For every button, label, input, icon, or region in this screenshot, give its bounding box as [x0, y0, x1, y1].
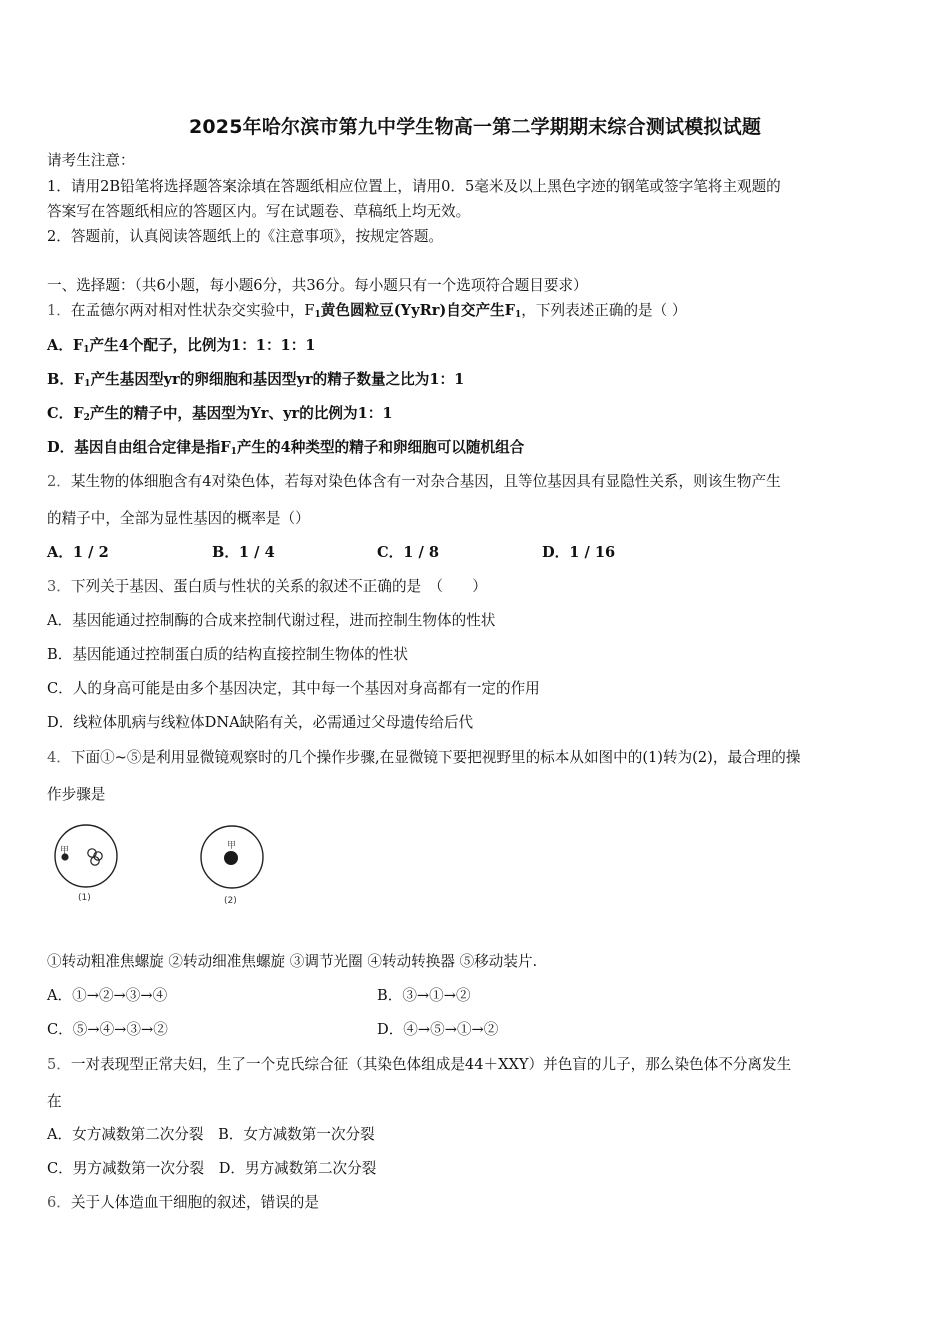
option-c-text: 产生的精子中，基因型为Yr、yr的比例为1：1 [89, 405, 393, 422]
question-4-option-b: B．③→①→② [377, 987, 471, 1004]
question-5-options-ab: A．女方减数第二次分裂 B．女方减数第一次分裂 [47, 1126, 375, 1143]
specimen-dot-2 [224, 851, 238, 865]
question-1-text-b: 黄色圆粒豆(YyRr)自交产生F [320, 302, 516, 319]
question-5-text-1: 一对表现型正常夫妇，生了一个克氏综合征（其染色体组成是44＋XXY）并色盲的儿子，那么染色体不分离发生 [70, 1056, 792, 1073]
question-4-text-1: 下面①~⑤是利用显微镜观察时的几个操作步骤,在显微镜下要把视野里的标本从如图中的(1)转为(2)，最合理的操 [70, 749, 801, 766]
question-2-stem-line-2: 的精子中，全部为显性基因的概率是（） [47, 510, 310, 527]
question-2-text-1: 某生物的体细胞含有4对染色体，若每对染色体含有一对杂合基因，且等位基因具有显隐性关系，则该生物产生 [70, 473, 781, 490]
page-title: 2025年哈尔滨市第九中学生物高一第二学期期末综合测试模拟试题 [188, 116, 762, 138]
option-d-prefix: D．基因自由组合定律是指F [47, 439, 231, 456]
notice-line-2: 答案写在答题纸相应的答题区内。写在试题卷、草稿纸上均无效。 [47, 203, 471, 220]
question-1-sub-2: 1 [515, 310, 522, 320]
question-2-number: 2． [47, 473, 71, 490]
question-1-sub-1: 1 [314, 310, 321, 320]
notice-heading: 请考生注意： [47, 152, 135, 169]
option-a-sub: 1 [83, 345, 90, 355]
question-5-number: 5． [47, 1056, 71, 1073]
microscope-field-1-figure [50, 824, 122, 894]
option-a-prefix: A．F [47, 337, 84, 354]
figure-2-caption: (2) [224, 896, 237, 906]
question-3-stem [47, 577, 487, 597]
notice-line-1: 1．请用2B铅笔将选择题答案涂填在答题纸相应位置上，请用0．5毫米及以上黑色字迹的钢笔或签字笔将主观题的 [47, 178, 781, 195]
question-2-stem-line-1 [47, 472, 781, 492]
option-b-sub: 1 [84, 379, 91, 389]
question-5-stem-line-2: 在 [47, 1093, 62, 1110]
question-4-stem-line-1 [47, 748, 800, 768]
option-d-sub: 1 [230, 447, 237, 457]
question-2-option-c: C．1 / 8 [377, 544, 440, 561]
option-c-sub: 2 [83, 413, 90, 423]
question-3-number: 3． [47, 578, 71, 595]
question-5-options-cd: C．男方减数第一次分裂 D．男方减数第二次分裂 [47, 1160, 377, 1177]
question-2-option-d: D．1 / 16 [542, 544, 616, 561]
question-4-option-a: A．①→②→③→④ [47, 987, 168, 1004]
question-1-text-a: 在孟德尔两对相对性状杂交实验中，F [70, 302, 315, 319]
question-6-text: 关于人体造血干细胞的叙述，错误的是 [70, 1194, 319, 1211]
notice-line-3: 2．答题前，认真阅读答题纸上的《注意事项》，按规定答题。 [47, 228, 444, 245]
option-a-text: 产生4个配子，比例为1：1：1：1 [89, 337, 316, 354]
question-6-stem [47, 1193, 319, 1213]
section-heading: 一、选择题：（共6小题，每小题6分，共36分。每小题只有一个选项符合题目要求） [47, 277, 588, 294]
question-2-option-a: A．1 / 2 [47, 544, 109, 561]
question-1-option-d [47, 438, 524, 462]
figure-1-label: 甲 [60, 846, 70, 856]
question-1-text-c: ，下列表述正确的是（ ） [521, 302, 687, 319]
question-1-number: 1． [47, 302, 71, 319]
question-1-option-b [47, 370, 464, 394]
question-1-stem [47, 301, 686, 325]
question-3-option-b: B．基因能通过控制蛋白质的结构直接控制生物体的性状 [47, 646, 408, 663]
question-4-option-d: D．④→⑤→①→② [377, 1021, 499, 1038]
question-3-option-a: A．基因能通过控制酶的合成来控制代谢过程，进而控制生物体的性状 [47, 612, 496, 629]
option-c-prefix: C．F [47, 405, 84, 422]
question-2-option-b: B．1 / 4 [212, 544, 275, 561]
figure-2-label: 甲 [227, 841, 237, 851]
figure-1-caption: (1) [78, 893, 91, 903]
question-4-stem-line-2: 作步骤是 [47, 786, 106, 803]
question-3-option-c: C．人的身高可能是由多个基因决定，其中每一个基因对身高都有一定的作用 [47, 680, 540, 697]
question-5-stem-line-1 [47, 1055, 791, 1075]
option-b-text: 产生基因型yr的卵细胞和基因型yr的精子数量之比为1：1 [90, 371, 465, 388]
question-3-option-d: D．线粒体肌病与线粒体DNA缺陷有关，必需通过父母遗传给后代 [47, 714, 474, 731]
question-3-text: 下列关于基因、蛋白质与性状的关系的叙述不正确的是 （ ） [70, 578, 487, 595]
question-1-option-c [47, 404, 393, 428]
question-1-option-a [47, 336, 315, 360]
question-6-number: 6． [47, 1194, 71, 1211]
microscope-field-2-figure [196, 824, 268, 894]
question-4-number: 4． [47, 749, 71, 766]
question-4-steps: ①转动粗准焦螺旋 ②转动细准焦螺旋 ③调节光圈 ④转动转换器 ⑤移动装片. [47, 953, 538, 970]
question-4-option-c: C．⑤→④→③→② [47, 1021, 168, 1038]
option-b-prefix: B．F [47, 371, 85, 388]
option-d-text: 产生的4种类型的精子和卵细胞可以随机组合 [236, 439, 525, 456]
